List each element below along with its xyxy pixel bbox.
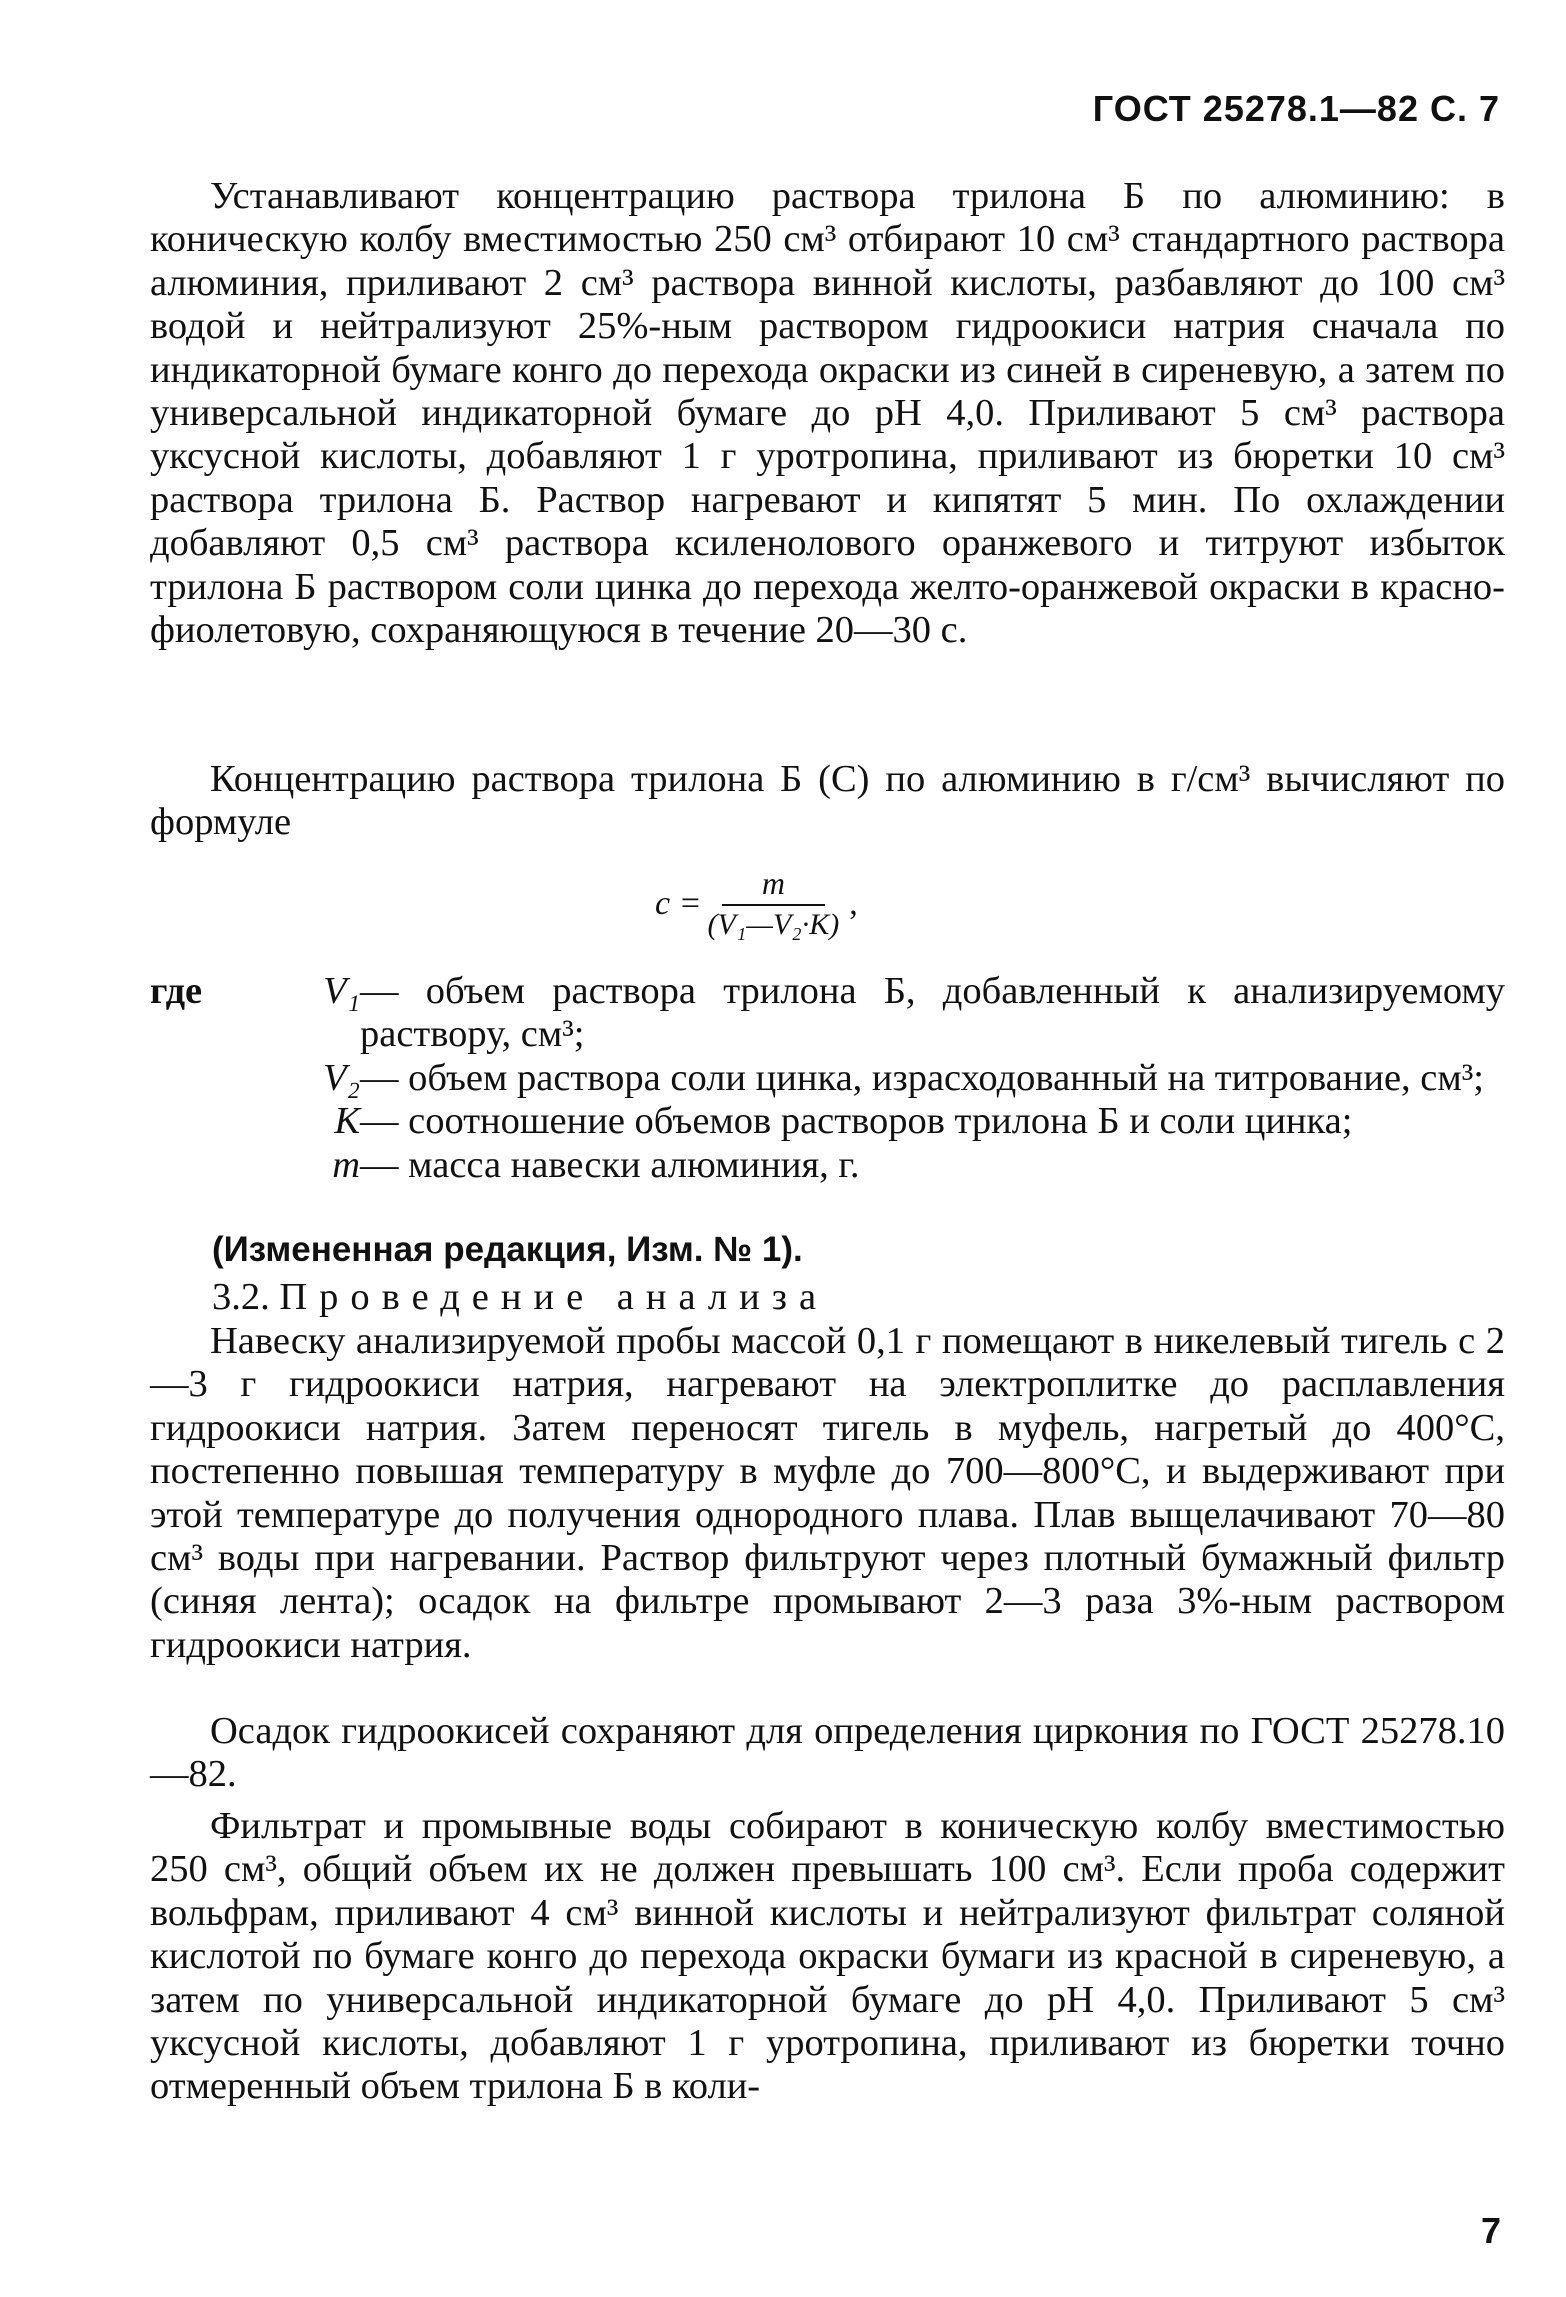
definition-text: — масса навески алюминия, г.: [360, 1143, 860, 1186]
definition-row: [150, 1057, 1505, 1100]
definition-text: — объем раствора трилона Б, добавленный к анализируемому раствору, см³;: [360, 970, 1505, 1056]
formula-trail: ,: [849, 884, 858, 922]
section-heading: [212, 1275, 828, 1319]
formula-lhs: c =: [655, 884, 702, 922]
definition-symbol: K: [334, 1100, 360, 1143]
page-number: 7: [1480, 2210, 1501, 2251]
formula-denominator: (V₁—V₂·K): [707, 908, 840, 941]
variable-definitions: [150, 970, 1505, 1187]
concentration-formula: [655, 865, 858, 942]
definition-row: [150, 1144, 1505, 1187]
definition-text: — объем раствора соли цинка, израсходованный на титрование, см³;: [360, 1056, 1485, 1099]
page-header: ГОСТ 25278.1—82 С. 7: [1092, 88, 1500, 129]
paragraph-formula-intro: Концентрацию раствора трилона Б (C) по алюминию в г/см³ вычисляют по формуле: [150, 758, 1505, 844]
definition-row: [150, 1100, 1505, 1143]
paragraph-zirconium-note: Осадок гидроокисей сохраняют для определения циркония по ГОСТ 25278.10—82.: [150, 1710, 1505, 1796]
formula-numerator: m: [722, 865, 825, 906]
definition-symbol: V₂: [323, 1056, 360, 1099]
where-label: где: [150, 970, 203, 1012]
definition-symbol: m: [332, 1143, 360, 1186]
paragraph-filtrate-titration: Фильтрат и промывные воды собирают в коническую колбу вместимостью 250 см³, общий объем их не должен превышать 100 см³. Если проба содержит вольфрам, приливают 4 см³ винной кислоты и нейтрализуют фильтрат соляной кислотой по бумаге конго до перехода окраски бумаги из красной в сиреневую, а затем по универсальной индикаторной бумаге до pH 4,0. Приливают 5 см³ уксусной кислоты, добавляют 1 г уротропина, приливают из бюретки точно отмеренный объем трилона Б в коли-: [150, 1805, 1505, 2108]
definition-text: — соотношение объемов растворов трилона Б и соли цинка;: [360, 1100, 1353, 1143]
formula-fraction: [708, 865, 840, 942]
amendment-note: (Измененная редакция, Изм. № 1).: [212, 1230, 803, 1269]
paragraph-sample-fusion: Навеску анализируемой пробы массой 0,1 г помещают в никелевый тигель с 2—3 г гидроокиси натрия, нагревают на электроплитке до расплавления гидроокиси натрия. Затем переносят тигель в муфель, нагретый до 400°С, постепенно повышая температуру в муфле до 700—800°С, и выдерживают при этой температуре до получения однородного плава. Плав выщелачивают 70—80 см³ воды при нагревании. Раствор фильтруют через плотный бумажный фильтр (синяя лента); осадок на фильтре промывают 2—3 раза 3%-ным раствором гидроокиси натрия.: [150, 1320, 1505, 1666]
paragraph-titration-setup: Устанавливают концентрацию раствора трилона Б по алюминию: в коническую колбу вместимостью 250 см³ отбирают 10 см³ стандартного раствора алюминия, приливают 2 см³ раствора винной кислоты, разбавляют до 100 см³ водой и нейтрализуют 25%-ным раствором гидроокиси натрия сначала по индикаторной бумаге конго до перехода окраски из синей в сиреневую, а затем по универсальной индикаторной бумаге до pH 4,0. Приливают 5 см³ раствора уксусной кислоты, добавляют 1 г уротропина, приливают из бюретки 10 см³ раствора трилона Б. Раствор нагревают и кипятят 5 мин. По охлаждении добавляют 0,5 см³ раствора ксиленолового оранжевого и титруют избыток трилона Б раствором соли цинка до перехода желто-оранжевой окраски в красно-фиолетовую, сохраняющуюся в течение 20—30 с.: [150, 175, 1505, 652]
section-title: Проведение анализа: [279, 1276, 829, 1318]
section-number: 3.2.: [212, 1276, 270, 1318]
definition-row: [150, 970, 1505, 1057]
definition-symbol: V₁: [323, 970, 360, 1012]
